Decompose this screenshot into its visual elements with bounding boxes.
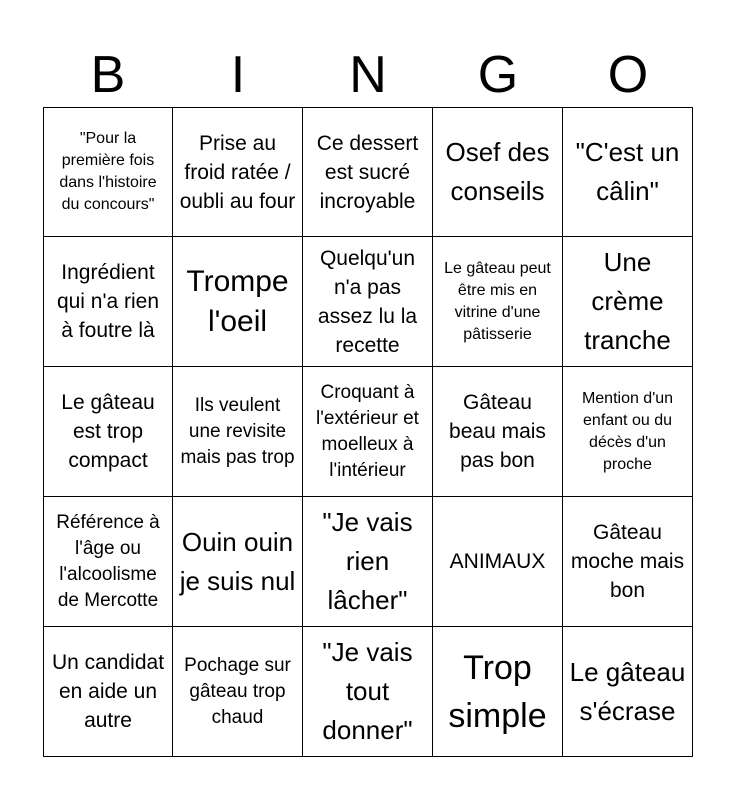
bingo-cell-text: Pochage sur gâteau trop chaud bbox=[184, 654, 291, 728]
bingo-cell-text: Osef des conseils bbox=[445, 137, 550, 206]
bingo-cell-text: Le gâteau est trop compact bbox=[61, 391, 155, 472]
bingo-cell-r2-c2[interactable] bbox=[303, 367, 433, 497]
bingo-cell-r4-c1[interactable] bbox=[173, 627, 303, 757]
bingo-cell-text: Gâteau moche mais bon bbox=[570, 521, 685, 602]
bingo-board bbox=[43, 107, 693, 757]
bingo-cell-r0-c1[interactable] bbox=[173, 107, 303, 237]
bingo-header bbox=[43, 44, 693, 106]
bingo-cell-text: Mention d'un enfant ou du décès d'un proche bbox=[581, 389, 674, 473]
bingo-cell-r2-c3[interactable] bbox=[433, 367, 563, 497]
header-letter-g: G bbox=[477, 46, 519, 104]
bingo-cell-text: Un candidat en aide un autre bbox=[51, 651, 165, 732]
bingo-cell-r0-c3[interactable] bbox=[433, 107, 563, 237]
bingo-cell-r3-c4[interactable] bbox=[563, 497, 693, 627]
header-letter-b: B bbox=[90, 46, 126, 104]
bingo-cell-text: "Pour la première fois dans l'histoire du concours" bbox=[59, 130, 157, 213]
bingo-cell-text: Croquant à l'extérieur et moelleux à l'intérieur bbox=[316, 381, 419, 481]
header-letter-o: O bbox=[607, 46, 649, 104]
bingo-cell-text: Trop simple bbox=[448, 648, 547, 735]
bingo-cell-r1-c3[interactable] bbox=[433, 237, 563, 367]
bingo-cell-r4-c2[interactable] bbox=[303, 627, 433, 757]
bingo-cell-text: Le gâteau s'écrase bbox=[569, 656, 686, 726]
bingo-cell-r2-c0[interactable] bbox=[43, 367, 173, 497]
bingo-cell-text: Ouin ouin je suis nul bbox=[179, 526, 296, 596]
bingo-cell-r2-c1[interactable] bbox=[173, 367, 303, 497]
bingo-cell-text: "Je vais rien lâcher" bbox=[322, 507, 413, 615]
bingo-cell-text: Le gâteau peut être mis en vitrine d'une pâtisserie bbox=[444, 259, 551, 343]
bingo-cell-r4-c4[interactable] bbox=[563, 627, 693, 757]
bingo-cell-text: Référence à l'âge ou l'alcoolisme de Mercotte bbox=[56, 511, 160, 611]
bingo-cell-text: Ce dessert est sucré incroyable bbox=[316, 131, 419, 213]
bingo-cell-r3-c1[interactable] bbox=[173, 497, 303, 627]
bingo-cell-text: Une crème tranche bbox=[584, 247, 671, 355]
bingo-cell-r3-c3[interactable] bbox=[433, 497, 563, 627]
bingo-cell-text: Ils veulent une revisite mais pas trop bbox=[180, 394, 295, 468]
bingo-cell-text: Quelqu'un n'a pas assez lu la recette bbox=[317, 246, 418, 357]
bingo-cell-r3-c0[interactable] bbox=[43, 497, 173, 627]
bingo-cell-r1-c4[interactable] bbox=[563, 237, 693, 367]
bingo-cell-r3-c2[interactable] bbox=[303, 497, 433, 627]
bingo-cell-r4-c0[interactable] bbox=[43, 627, 173, 757]
header-letter-n: N bbox=[349, 46, 387, 104]
bingo-cell-r0-c0[interactable] bbox=[43, 107, 173, 237]
bingo-cell-r0-c2[interactable] bbox=[303, 107, 433, 237]
bingo-cell-r1-c2[interactable] bbox=[303, 237, 433, 367]
header-letter-i: I bbox=[230, 46, 246, 104]
bingo-cell-text: ANIMAUX bbox=[449, 550, 546, 573]
bingo-cell-text: "Je vais tout donner" bbox=[322, 637, 413, 745]
bingo-cell-text: Trompe l'oeil bbox=[186, 264, 289, 338]
bingo-cell-r0-c4[interactable] bbox=[563, 107, 693, 237]
bingo-cell-text: "C'est un câlin" bbox=[575, 137, 680, 206]
bingo-cell-r2-c4[interactable] bbox=[563, 367, 693, 497]
bingo-cell-r4-c3[interactable] bbox=[433, 627, 563, 757]
bingo-cell-text: Ingrédient qui n'a rien à foutre là bbox=[56, 261, 160, 342]
bingo-cell-r1-c0[interactable] bbox=[43, 237, 173, 367]
bingo-cell-r1-c1[interactable] bbox=[173, 237, 303, 367]
bingo-cell-text: Gâteau beau mais pas bon bbox=[449, 391, 546, 472]
bingo-cell-text: Prise au froid ratée / oubli au four bbox=[179, 131, 296, 213]
